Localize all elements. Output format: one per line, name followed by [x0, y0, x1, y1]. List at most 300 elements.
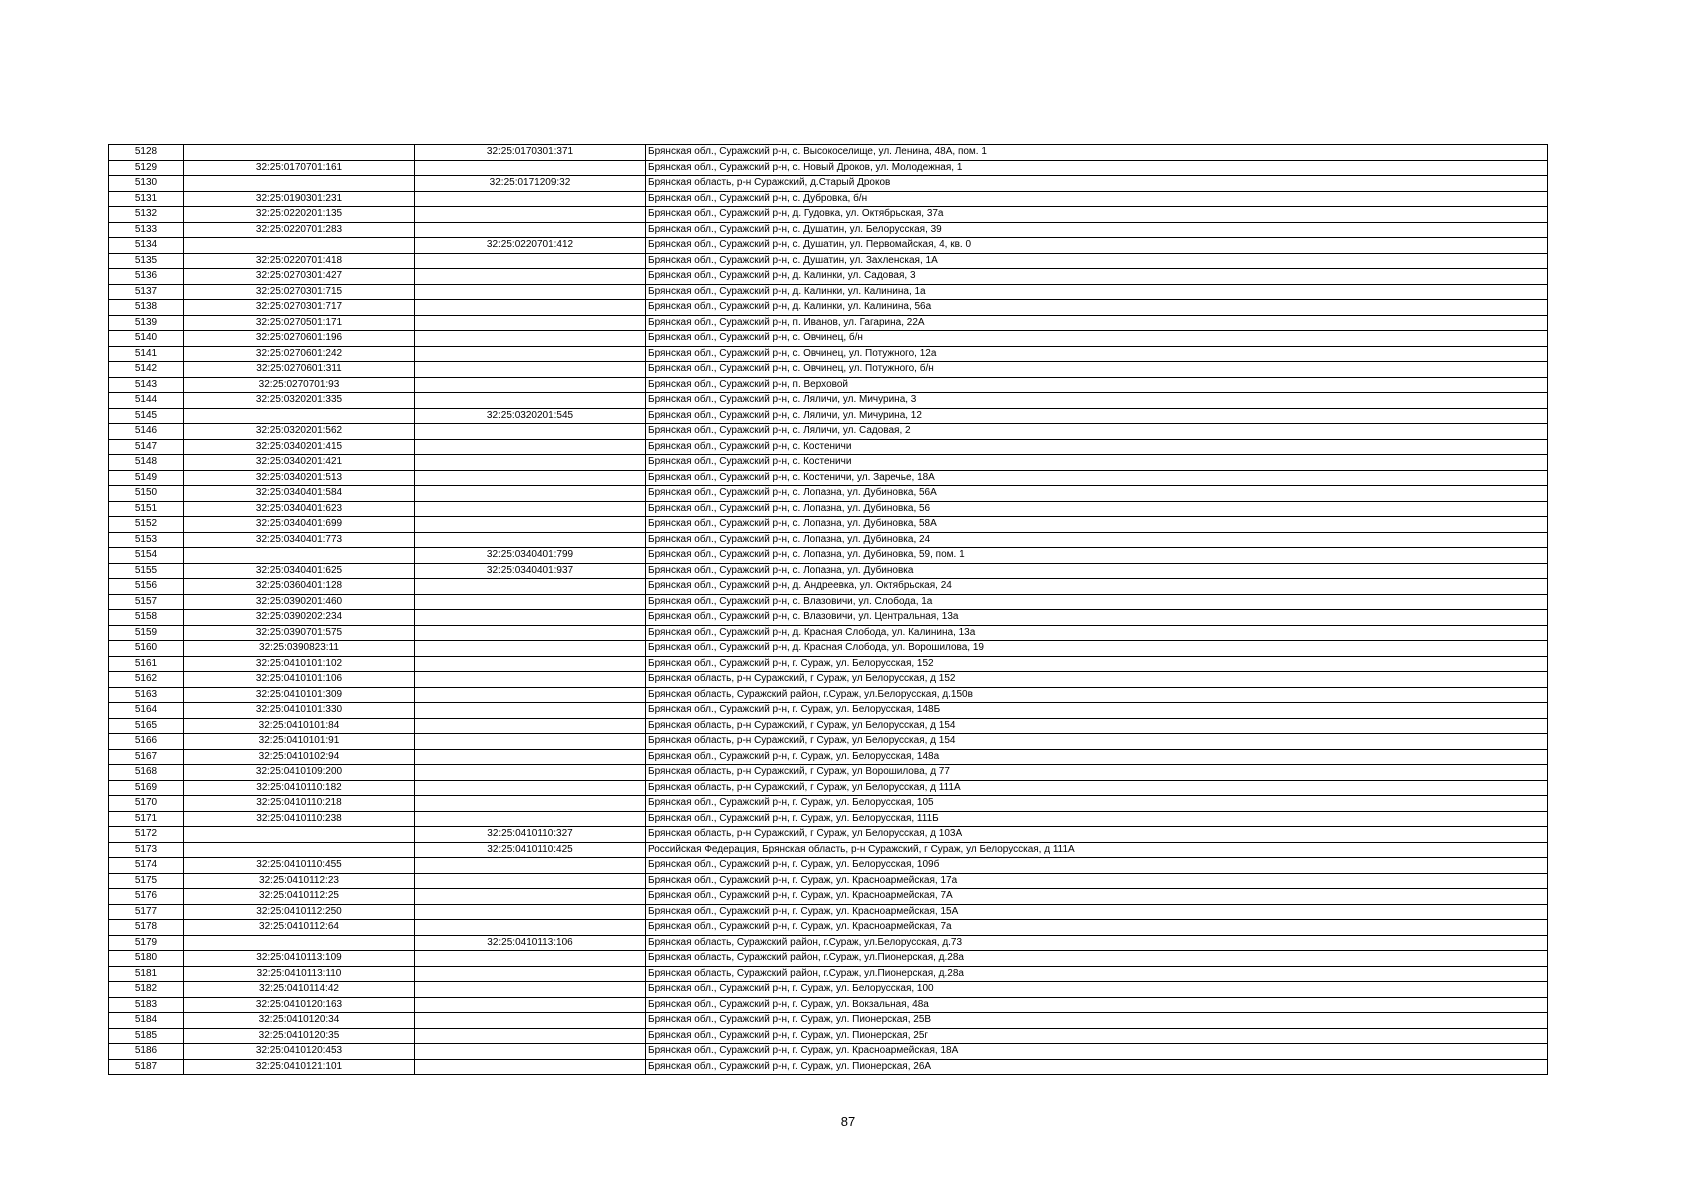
address-cell: Брянская обл., Суражский р-н, д. Калинки, ул. Калинина, 56а: [646, 300, 1548, 316]
table-row: [109, 889, 1548, 905]
cadastral-number-cell: 32:25:0410101:91: [184, 734, 415, 750]
address-cell: Брянская обл., Суражский р-н, с. Душатин, ул. Белорусская, 39: [646, 222, 1548, 238]
table-row: [109, 842, 1548, 858]
cadastral-number-cell: [184, 827, 415, 843]
table-row: [109, 703, 1548, 719]
table-row: [109, 873, 1548, 889]
table-row: [109, 858, 1548, 874]
row-number-cell: 5137: [109, 284, 184, 300]
address-cell: Брянская обл., Суражский р-н, с. Лопазна, ул. Дубиновка, 59, пом. 1: [646, 548, 1548, 564]
address-cell: Брянская область, р-н Суражский, д.Старый Дроков: [646, 176, 1548, 192]
cadastral-number-secondary-cell: [415, 765, 646, 781]
address-cell: Брянская обл., Суражский р-н, д. Калинки, ул. Садовая, 3: [646, 269, 1548, 285]
table-row: [109, 904, 1548, 920]
table-row: [109, 486, 1548, 502]
row-number-cell: 5147: [109, 439, 184, 455]
cadastral-number-secondary-cell: [415, 641, 646, 657]
address-cell: Брянская обл., Суражский р-н, с. Душатин, ул. Первомайская, 4, кв. 0: [646, 238, 1548, 254]
row-number-cell: 5161: [109, 656, 184, 672]
row-number-cell: 5185: [109, 1028, 184, 1044]
cadastral-number-secondary-cell: [415, 734, 646, 750]
cadastral-number-secondary-cell: [415, 207, 646, 223]
address-cell: Брянская обл., Суражский р-н, г. Сураж, ул. Белорусская, 109б: [646, 858, 1548, 874]
cadastral-number-secondary-cell: [415, 517, 646, 533]
cadastral-number-cell: 32:25:0410110:218: [184, 796, 415, 812]
table-row: [109, 439, 1548, 455]
cadastral-number-cell: 32:25:0410112:250: [184, 904, 415, 920]
row-number-cell: 5138: [109, 300, 184, 316]
cadastral-number-cell: 32:25:0270601:242: [184, 346, 415, 362]
table-row: [109, 579, 1548, 595]
row-number-cell: 5158: [109, 610, 184, 626]
address-cell: Брянская область, Суражский район, г.Сураж, ул.Белорусская, д.73: [646, 935, 1548, 951]
table-row: [109, 393, 1548, 409]
row-number-cell: 5133: [109, 222, 184, 238]
table-row: [109, 284, 1548, 300]
cadastral-number-cell: 32:25:0320201:562: [184, 424, 415, 440]
row-number-cell: 5139: [109, 315, 184, 331]
row-number-cell: 5131: [109, 191, 184, 207]
cadastral-number-secondary-cell: 32:25:0340401:799: [415, 548, 646, 564]
cadastral-number-cell: 32:25:0410110:455: [184, 858, 415, 874]
cadastral-number-secondary-cell: [415, 1013, 646, 1029]
address-cell: Брянская обл., Суражский р-н, с. Ляличи, ул. Садовая, 2: [646, 424, 1548, 440]
table-row: [109, 222, 1548, 238]
table-row: [109, 1028, 1548, 1044]
table-row: [109, 532, 1548, 548]
table-row: [109, 377, 1548, 393]
table-row: [109, 315, 1548, 331]
cadastral-number-secondary-cell: [415, 625, 646, 641]
address-cell: Брянская обл., Суражский р-н, г. Сураж, ул. Вокзальная, 48а: [646, 997, 1548, 1013]
cadastral-number-cell: 32:25:0170701:161: [184, 160, 415, 176]
cadastral-number-secondary-cell: [415, 532, 646, 548]
cadastral-number-cell: 32:25:0340401:584: [184, 486, 415, 502]
row-number-cell: 5164: [109, 703, 184, 719]
address-cell: Брянская обл., Суражский р-н, с. Ляличи, ул. Мичурина, 3: [646, 393, 1548, 409]
cadastral-number-cell: [184, 176, 415, 192]
table-row: [109, 548, 1548, 564]
address-cell: Брянская обл., Суражский р-н, г. Сураж, ул. Белорусская, 148а: [646, 749, 1548, 765]
cadastral-number-secondary-cell: [415, 1059, 646, 1075]
row-number-cell: 5170: [109, 796, 184, 812]
row-number-cell: 5169: [109, 780, 184, 796]
table-row: [109, 331, 1548, 347]
cadastral-number-cell: 32:25:0340401:625: [184, 563, 415, 579]
row-number-cell: 5180: [109, 951, 184, 967]
cadastral-number-cell: 32:25:0410120:453: [184, 1044, 415, 1060]
row-number-cell: 5166: [109, 734, 184, 750]
table-row: [109, 1044, 1548, 1060]
cadastral-number-secondary-cell: [415, 672, 646, 688]
row-number-cell: 5140: [109, 331, 184, 347]
row-number-cell: 5136: [109, 269, 184, 285]
row-number-cell: 5155: [109, 563, 184, 579]
address-cell: Брянская область, р-н Суражский, г Сураж, ул Белорусская, д 154: [646, 734, 1548, 750]
cadastral-number-cell: 32:25:0410113:109: [184, 951, 415, 967]
address-cell: Брянская обл., Суражский р-н, с. Овчинец, б/н: [646, 331, 1548, 347]
row-number-cell: 5148: [109, 455, 184, 471]
cadastral-number-secondary-cell: [415, 889, 646, 905]
cadastral-number-cell: [184, 238, 415, 254]
cadastral-number-secondary-cell: 32:25:0410110:327: [415, 827, 646, 843]
address-cell: Брянская обл., Суражский р-н, г. Сураж, ул. Белорусская, 148Б: [646, 703, 1548, 719]
address-cell: Брянская обл., Суражский р-н, г. Сураж, ул. Пионерская, 25В: [646, 1013, 1548, 1029]
address-cell: Брянская обл., Суражский р-н, с. Лопазна, ул. Дубиновка: [646, 563, 1548, 579]
cadastral-number-secondary-cell: [415, 253, 646, 269]
address-cell: Брянская область, р-н Суражский, г Сураж, ул Ворошилова, д 77: [646, 765, 1548, 781]
cadastral-number-cell: 32:25:0220701:283: [184, 222, 415, 238]
cadastral-number-secondary-cell: [415, 951, 646, 967]
cadastral-number-cell: 32:25:0410101:102: [184, 656, 415, 672]
table-row: [109, 718, 1548, 734]
address-cell: Брянская обл., Суражский р-н, д. Гудовка, ул. Октябрьская, 37а: [646, 207, 1548, 223]
cadastral-number-secondary-cell: [415, 594, 646, 610]
cadastral-number-cell: 32:25:0340401:699: [184, 517, 415, 533]
table-row: [109, 269, 1548, 285]
table-row: [109, 408, 1548, 424]
address-cell: Брянская обл., Суражский р-н, п. Иванов, ул. Гагарина, 22А: [646, 315, 1548, 331]
cadastral-number-secondary-cell: [415, 1028, 646, 1044]
table-row: [109, 253, 1548, 269]
row-number-cell: 5144: [109, 393, 184, 409]
cadastral-number-cell: 32:25:0390201:460: [184, 594, 415, 610]
cadastral-number-secondary-cell: [415, 424, 646, 440]
cadastral-number-secondary-cell: [415, 982, 646, 998]
cadastral-number-cell: 32:25:0410112:25: [184, 889, 415, 905]
cadastral-number-secondary-cell: [415, 362, 646, 378]
cadastral-number-secondary-cell: [415, 718, 646, 734]
cadastral-number-cell: 32:25:0390823:11: [184, 641, 415, 657]
cadastral-number-secondary-cell: [415, 439, 646, 455]
row-number-cell: 5135: [109, 253, 184, 269]
registry-table-body: [109, 145, 1548, 1075]
address-cell: Брянская обл., Суражский р-н, с. Влазовичи, ул. Центральная, 13а: [646, 610, 1548, 626]
address-cell: Брянская обл., Суражский р-н, г. Сураж, ул. Красноармейская, 15А: [646, 904, 1548, 920]
cadastral-number-cell: 32:25:0410101:84: [184, 718, 415, 734]
address-cell: Брянская обл., Суражский р-н, с. Лопазна, ул. Дубиновка, 56: [646, 501, 1548, 517]
cadastral-number-cell: 32:25:0410120:163: [184, 997, 415, 1013]
cadastral-number-secondary-cell: [415, 703, 646, 719]
cadastral-number-cell: 32:25:0320201:335: [184, 393, 415, 409]
cadastral-number-secondary-cell: [415, 455, 646, 471]
row-number-cell: 5163: [109, 687, 184, 703]
table-row: [109, 641, 1548, 657]
table-row: [109, 672, 1548, 688]
cadastral-number-secondary-cell: [415, 796, 646, 812]
table-row: [109, 687, 1548, 703]
table-row: [109, 1013, 1548, 1029]
cadastral-number-cell: 32:25:0340401:623: [184, 501, 415, 517]
row-number-cell: 5181: [109, 966, 184, 982]
cadastral-number-cell: 32:25:0220701:418: [184, 253, 415, 269]
table-row: [109, 455, 1548, 471]
row-number-cell: 5129: [109, 160, 184, 176]
cadastral-number-cell: 32:25:0340401:773: [184, 532, 415, 548]
row-number-cell: 5182: [109, 982, 184, 998]
cadastral-number-secondary-cell: [415, 610, 646, 626]
row-number-cell: 5183: [109, 997, 184, 1013]
cadastral-number-secondary-cell: [415, 858, 646, 874]
table-row: [109, 594, 1548, 610]
cadastral-number-cell: [184, 935, 415, 951]
row-number-cell: 5157: [109, 594, 184, 610]
table-row: [109, 362, 1548, 378]
cadastral-number-cell: 32:25:0410112:64: [184, 920, 415, 936]
row-number-cell: 5145: [109, 408, 184, 424]
table-row: [109, 935, 1548, 951]
row-number-cell: 5156: [109, 579, 184, 595]
row-number-cell: 5179: [109, 935, 184, 951]
address-cell: Брянская область, Суражский район, г.Сураж, ул.Пионерская, д.28а: [646, 951, 1548, 967]
address-cell: Брянская область, Суражский район, г.Сураж, ул.Белорусская, д.150в: [646, 687, 1548, 703]
cadastral-number-cell: [184, 408, 415, 424]
address-cell: Брянская область, р-н Суражский, г Сураж, ул Белорусская, д 154: [646, 718, 1548, 734]
row-number-cell: 5162: [109, 672, 184, 688]
table-row: [109, 238, 1548, 254]
address-cell: Брянская обл., Суражский р-н, г. Сураж, ул. Белорусская, 152: [646, 656, 1548, 672]
cadastral-number-secondary-cell: [415, 1044, 646, 1060]
row-number-cell: 5142: [109, 362, 184, 378]
cadastral-number-cell: 32:25:0360401:128: [184, 579, 415, 595]
address-cell: Брянская обл., Суражский р-н, с. Влазовичи, ул. Слобода, 1а: [646, 594, 1548, 610]
row-number-cell: 5150: [109, 486, 184, 502]
row-number-cell: 5171: [109, 811, 184, 827]
address-cell: Брянская обл., Суражский р-н, с. Душатин, ул. Захленская, 1А: [646, 253, 1548, 269]
address-cell: Брянская обл., Суражский р-н, с. Высокоселище, ул. Ленина, 48А, пом. 1: [646, 145, 1548, 161]
table-row: [109, 780, 1548, 796]
cadastral-number-secondary-cell: 32:25:0340401:937: [415, 563, 646, 579]
address-cell: Брянская область, р-н Суражский, г Сураж, ул Белорусская, д 111А: [646, 780, 1548, 796]
row-number-cell: 5187: [109, 1059, 184, 1075]
cadastral-number-cell: 32:25:0410121:101: [184, 1059, 415, 1075]
row-number-cell: 5153: [109, 532, 184, 548]
table-row: [109, 563, 1548, 579]
row-number-cell: 5146: [109, 424, 184, 440]
table-row: [109, 749, 1548, 765]
address-cell: Брянская обл., Суражский р-н, д. Калинки, ул. Калинина, 1а: [646, 284, 1548, 300]
table-row: [109, 656, 1548, 672]
table-row: [109, 966, 1548, 982]
cadastral-number-cell: 32:25:0270601:311: [184, 362, 415, 378]
table-row: [109, 470, 1548, 486]
address-cell: Брянская обл., Суражский р-н, с. Лопазна, ул. Дубиновка, 58А: [646, 517, 1548, 533]
address-cell: Брянская обл., Суражский р-н, с. Костеничи: [646, 439, 1548, 455]
cadastral-number-secondary-cell: [415, 315, 646, 331]
cadastral-number-secondary-cell: 32:25:0410113:106: [415, 935, 646, 951]
address-cell: Брянская обл., Суражский р-н, с. Ляличи, ул. Мичурина, 12: [646, 408, 1548, 424]
cadastral-number-secondary-cell: [415, 331, 646, 347]
table-row: [109, 997, 1548, 1013]
cadastral-number-secondary-cell: [415, 579, 646, 595]
address-cell: Брянская обл., Суражский р-н, г. Сураж, ул. Красноармейская, 7а: [646, 920, 1548, 936]
table-row: [109, 765, 1548, 781]
address-cell: Брянская обл., Суражский р-н, г. Сураж, ул. Красноармейская, 18А: [646, 1044, 1548, 1060]
cadastral-number-secondary-cell: 32:25:0220701:412: [415, 238, 646, 254]
cadastral-number-secondary-cell: [415, 191, 646, 207]
cadastral-number-cell: 32:25:0270501:171: [184, 315, 415, 331]
table-row: [109, 300, 1548, 316]
row-number-cell: 5168: [109, 765, 184, 781]
cadastral-number-cell: 32:25:0410109:200: [184, 765, 415, 781]
address-cell: Брянская обл., Суражский р-н, с. Дубровка, б/н: [646, 191, 1548, 207]
address-cell: Брянская обл., Суражский р-н, г. Сураж, ул. Белорусская, 100: [646, 982, 1548, 998]
cadastral-number-cell: 32:25:0390202:234: [184, 610, 415, 626]
table-row: [109, 811, 1548, 827]
cadastral-number-secondary-cell: [415, 393, 646, 409]
cadastral-number-secondary-cell: [415, 486, 646, 502]
cadastral-number-cell: 32:25:0270301:717: [184, 300, 415, 316]
cadastral-number-secondary-cell: [415, 269, 646, 285]
table-row: [109, 176, 1548, 192]
cadastral-number-secondary-cell: 32:25:0170301:371: [415, 145, 646, 161]
cadastral-number-cell: 32:25:0410112:23: [184, 873, 415, 889]
cadastral-number-cell: 32:25:0220201:135: [184, 207, 415, 223]
cadastral-number-cell: 32:25:0390701:575: [184, 625, 415, 641]
cadastral-number-secondary-cell: [415, 501, 646, 517]
cadastral-number-cell: 32:25:0410120:34: [184, 1013, 415, 1029]
cadastral-number-secondary-cell: [415, 284, 646, 300]
cadastral-number-cell: 32:25:0340201:513: [184, 470, 415, 486]
address-cell: Брянская обл., Суражский р-н, п. Верховой: [646, 377, 1548, 393]
address-cell: Брянская обл., Суражский р-н, д. Красная Слобода, ул. Калинина, 13а: [646, 625, 1548, 641]
table-row: [109, 796, 1548, 812]
address-cell: Брянская обл., Суражский р-н, г. Сураж, ул. Пионерская, 26А: [646, 1059, 1548, 1075]
table-row: [109, 982, 1548, 998]
cadastral-number-secondary-cell: [415, 300, 646, 316]
address-cell: Брянская область, р-н Суражский, г Сураж, ул Белорусская, д 103А: [646, 827, 1548, 843]
address-cell: Брянская обл., Суражский р-н, г. Сураж, ул. Красноармейская, 17а: [646, 873, 1548, 889]
row-number-cell: 5130: [109, 176, 184, 192]
cadastral-number-cell: 32:25:0340201:415: [184, 439, 415, 455]
cadastral-number-cell: 32:25:0410110:182: [184, 780, 415, 796]
row-number-cell: 5172: [109, 827, 184, 843]
cadastral-number-cell: 32:25:0270301:715: [184, 284, 415, 300]
cadastral-number-secondary-cell: [415, 904, 646, 920]
address-cell: Брянская обл., Суражский р-н, с. Костеничи, ул. Заречье, 18А: [646, 470, 1548, 486]
table-row: [109, 920, 1548, 936]
address-cell: Российская Федерация, Брянская область, р-н Суражский, г Сураж, ул Белорусская, д 111А: [646, 842, 1548, 858]
table-row: [109, 346, 1548, 362]
cadastral-number-cell: [184, 548, 415, 564]
cadastral-number-cell: 32:25:0410102:94: [184, 749, 415, 765]
cadastral-number-secondary-cell: [415, 997, 646, 1013]
table-row: [109, 625, 1548, 641]
address-cell: Брянская область, Суражский район, г.Сураж, ул.Пионерская, д.28а: [646, 966, 1548, 982]
cadastral-number-cell: 32:25:0410114:42: [184, 982, 415, 998]
cadastral-number-cell: 32:25:0270701:93: [184, 377, 415, 393]
table-row: [109, 145, 1548, 161]
row-number-cell: 5175: [109, 873, 184, 889]
address-cell: Брянская обл., Суражский р-н, г. Сураж, ул. Красноармейская, 7А: [646, 889, 1548, 905]
cadastral-number-cell: 32:25:0410101:106: [184, 672, 415, 688]
row-number-cell: 5132: [109, 207, 184, 223]
cadastral-number-cell: 32:25:0410110:238: [184, 811, 415, 827]
row-number-cell: 5128: [109, 145, 184, 161]
cadastral-number-secondary-cell: [415, 656, 646, 672]
row-number-cell: 5152: [109, 517, 184, 533]
cadastral-number-secondary-cell: [415, 873, 646, 889]
row-number-cell: 5143: [109, 377, 184, 393]
cadastral-number-secondary-cell: [415, 780, 646, 796]
table-row: [109, 734, 1548, 750]
cadastral-number-cell: 32:25:0410120:35: [184, 1028, 415, 1044]
row-number-cell: 5160: [109, 641, 184, 657]
table-row: [109, 191, 1548, 207]
cadastral-number-secondary-cell: [415, 160, 646, 176]
cadastral-number-secondary-cell: [415, 966, 646, 982]
table-row: [109, 517, 1548, 533]
cadastral-number-secondary-cell: [415, 377, 646, 393]
cadastral-number-secondary-cell: [415, 687, 646, 703]
row-number-cell: 5186: [109, 1044, 184, 1060]
cadastral-number-cell: 32:25:0190301:231: [184, 191, 415, 207]
cadastral-number-cell: 32:25:0340201:421: [184, 455, 415, 471]
row-number-cell: 5184: [109, 1013, 184, 1029]
address-cell: Брянская обл., Суражский р-н, с. Костеничи: [646, 455, 1548, 471]
address-cell: Брянская обл., Суражский р-н, д. Андреевка, ул. Октябрьская, 24: [646, 579, 1548, 595]
cadastral-number-cell: 32:25:0270301:427: [184, 269, 415, 285]
table-row: [109, 501, 1548, 517]
table-row: [109, 951, 1548, 967]
address-cell: Брянская обл., Суражский р-н, с. Новый Дроков, ул. Молодежная, 1: [646, 160, 1548, 176]
row-number-cell: 5165: [109, 718, 184, 734]
cadastral-number-secondary-cell: [415, 920, 646, 936]
address-cell: Брянская обл., Суражский р-н, с. Лопазна, ул. Дубиновка, 56А: [646, 486, 1548, 502]
row-number-cell: 5167: [109, 749, 184, 765]
address-cell: Брянская обл., Суражский р-н, с. Овчинец, ул. Потужного, 12а: [646, 346, 1548, 362]
row-number-cell: 5149: [109, 470, 184, 486]
cadastral-number-cell: 32:25:0410113:110: [184, 966, 415, 982]
row-number-cell: 5141: [109, 346, 184, 362]
table-row: [109, 827, 1548, 843]
address-cell: Брянская область, р-н Суражский, г Сураж, ул Белорусская, д 152: [646, 672, 1548, 688]
table-row: [109, 1059, 1548, 1075]
cadastral-number-secondary-cell: [415, 346, 646, 362]
table-row: [109, 207, 1548, 223]
row-number-cell: 5174: [109, 858, 184, 874]
cadastral-number-secondary-cell: 32:25:0171209:32: [415, 176, 646, 192]
cadastral-number-secondary-cell: [415, 811, 646, 827]
cadastral-number-cell: 32:25:0410101:330: [184, 703, 415, 719]
cadastral-number-secondary-cell: [415, 749, 646, 765]
row-number-cell: 5154: [109, 548, 184, 564]
row-number-cell: 5178: [109, 920, 184, 936]
address-cell: Брянская обл., Суражский р-н, д. Красная Слобода, ул. Ворошилова, 19: [646, 641, 1548, 657]
cadastral-number-cell: 32:25:0270601:196: [184, 331, 415, 347]
cadastral-number-cell: [184, 842, 415, 858]
address-cell: Брянская обл., Суражский р-н, г. Сураж, ул. Белорусская, 111Б: [646, 811, 1548, 827]
cadastral-number-cell: [184, 145, 415, 161]
table-row: [109, 160, 1548, 176]
row-number-cell: 5151: [109, 501, 184, 517]
cadastral-number-secondary-cell: [415, 470, 646, 486]
row-number-cell: 5134: [109, 238, 184, 254]
address-cell: Брянская обл., Суражский р-н, с. Овчинец, ул. Потужного, б/н: [646, 362, 1548, 378]
cadastral-number-secondary-cell: [415, 222, 646, 238]
cadastral-number-cell: 32:25:0410101:309: [184, 687, 415, 703]
row-number-cell: 5177: [109, 904, 184, 920]
address-cell: Брянская обл., Суражский р-н, с. Лопазна, ул. Дубиновка, 24: [646, 532, 1548, 548]
table-row: [109, 424, 1548, 440]
page-number: 87: [840, 1114, 856, 1129]
cadastral-number-secondary-cell: 32:25:0410110:425: [415, 842, 646, 858]
address-cell: Брянская обл., Суражский р-н, г. Сураж, ул. Пионерская, 25г: [646, 1028, 1548, 1044]
row-number-cell: 5173: [109, 842, 184, 858]
table-row: [109, 610, 1548, 626]
row-number-cell: 5159: [109, 625, 184, 641]
registry-table: [108, 144, 1548, 1075]
